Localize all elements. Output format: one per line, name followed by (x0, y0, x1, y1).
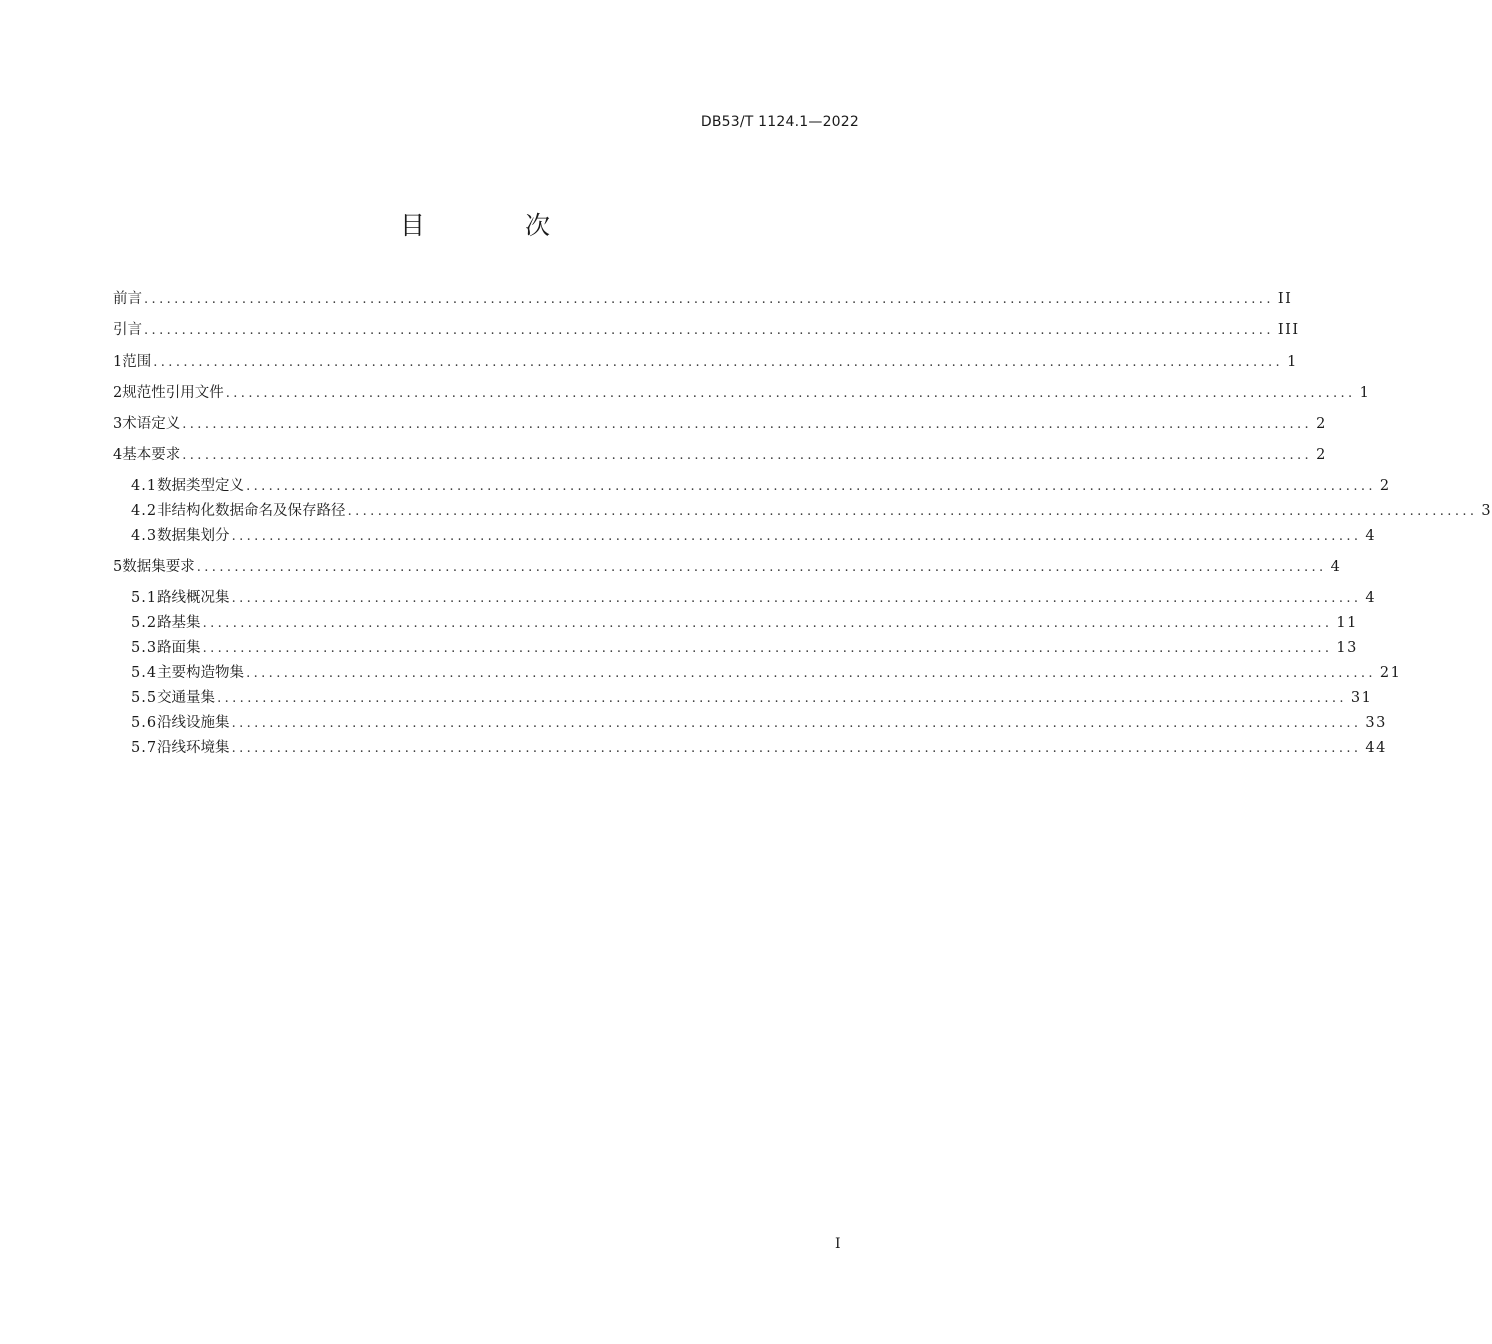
toc-entry-number: 5.4 (131, 665, 158, 681)
leader-dots: ...................................................................................................................................................... (202, 616, 1333, 631)
toc-entry-number: 4 (113, 447, 123, 463)
toc-entry-4-3[interactable] (113, 524, 1377, 548)
leader-dots: ...................................................................................................................................................... (246, 666, 1376, 681)
toc-entry-page: 1 (1359, 385, 1371, 401)
toc-entry-page: 31 (1350, 690, 1373, 706)
leader-dots: ...................................................................................................................................................... (196, 560, 1327, 575)
toc-entry-number: 2 (113, 385, 123, 401)
toc-entry-5-3[interactable] (113, 636, 1358, 660)
leader-dots: ...................................................................................................................................................... (246, 479, 1376, 494)
toc-entry-4-1[interactable] (113, 474, 1391, 498)
toc-entry-page: III (1277, 322, 1300, 338)
toc-entry-1[interactable] (113, 350, 1298, 374)
toc-entry-label: 规范性引用文件 (122, 385, 224, 401)
toc-entry-page: 11 (1336, 615, 1358, 631)
toc-entry-number: 3 (113, 416, 123, 432)
toc-entry-number: 5.3 (131, 640, 158, 656)
leader-dots: ...................................................................................................................................................... (144, 292, 1274, 307)
toc-entry-label: 非结构化数据命名及保存路径 (157, 503, 346, 519)
toc-entry-number: 5.1 (131, 590, 158, 606)
toc-entry-page: 4 (1365, 528, 1377, 544)
toc-entry-label: 数据集划分 (157, 528, 230, 544)
toc-entry-5[interactable] (113, 555, 1342, 579)
toc-entry-page: 13 (1336, 640, 1358, 656)
toc-entry-label: 路面集 (157, 640, 201, 656)
toc-entry-number: 5.7 (131, 740, 158, 756)
toc-entry-number: 4.1 (131, 478, 158, 494)
leader-dots: ...................................................................................................................................................... (182, 448, 1313, 463)
toc-entry-5-4[interactable] (113, 661, 1402, 685)
toc-entry-page: 21 (1379, 665, 1402, 681)
toc-entry-number: 4.3 (131, 528, 158, 544)
toc-entry-label: 范围 (122, 354, 152, 370)
toc-entry-4-2[interactable] (113, 499, 1492, 523)
toc-entry-5-5[interactable] (113, 686, 1373, 710)
page-number: I (835, 1236, 841, 1252)
leader-dots: ...................................................................................................................................................... (225, 386, 1356, 401)
toc-entry-5-1[interactable] (113, 586, 1377, 610)
toc-entry-label: 交通量集 (157, 690, 216, 706)
toc-entry-label: 路线概况集 (157, 590, 230, 606)
toc-entry-number: 1 (113, 354, 123, 370)
leader-dots: ...................................................................................................................................................... (202, 641, 1333, 656)
toc-entry-label: 术语定义 (122, 416, 181, 432)
toc-entry-label: 前言 (113, 291, 142, 307)
leader-dots: ...................................................................................................................................................... (231, 716, 1362, 731)
toc-entry-page: 2 (1316, 416, 1327, 432)
toc-entry-page: 1 (1287, 354, 1298, 370)
toc-entry-page: 33 (1365, 715, 1387, 731)
leader-dots: ...................................................................................................................................................... (347, 504, 1478, 519)
toc-entry-page: 3 (1481, 503, 1492, 519)
leader-dots: ...................................................................................................................................................... (153, 355, 1284, 370)
toc-entry-page: 2 (1316, 447, 1327, 463)
toc-entry-number: 4.2 (131, 503, 158, 519)
toc-entry-number: 5.2 (131, 615, 158, 631)
toc-entry-introduction[interactable] (113, 318, 1300, 342)
toc-entry-label: 路基集 (157, 615, 201, 631)
toc-entry-number: 5.5 (131, 690, 158, 706)
toc-entry-label: 引言 (113, 322, 142, 338)
document-code: DB53/T 1124.1—2022 (700, 114, 859, 130)
toc-entry-label: 数据类型定义 (157, 478, 245, 494)
toc-entry-page: 4 (1330, 559, 1342, 575)
toc-entry-5-7[interactable] (113, 736, 1387, 760)
toc-entry-label: 沿线环境集 (157, 740, 230, 756)
leader-dots: ...................................................................................................................................................... (231, 741, 1362, 756)
toc-entry-3[interactable] (113, 412, 1327, 436)
leader-dots: ...................................................................................................................................................... (182, 417, 1313, 432)
toc-entry-page: 44 (1365, 740, 1387, 756)
toc-entry-2[interactable] (113, 381, 1371, 405)
toc-entry-5-2[interactable] (113, 611, 1358, 635)
toc-entry-4[interactable] (113, 443, 1327, 467)
toc-entry-5-6[interactable] (113, 711, 1387, 735)
toc-entry-page: 4 (1365, 590, 1377, 606)
toc-entry-label: 沿线设施集 (157, 715, 230, 731)
toc-entry-label: 数据集要求 (122, 559, 195, 575)
leader-dots: ...................................................................................................................................................... (231, 529, 1362, 544)
leader-dots: ...................................................................................................................................................... (217, 691, 1347, 706)
toc-entry-number: 5 (113, 559, 123, 575)
toc-title: 目 次 (400, 211, 596, 240)
toc-entry-page: II (1277, 291, 1293, 307)
toc-entry-label: 主要构造物集 (157, 665, 245, 681)
toc-entry-preface[interactable] (113, 287, 1293, 311)
leader-dots: ...................................................................................................................................................... (144, 323, 1274, 338)
toc-entry-number: 5.6 (131, 715, 158, 731)
toc-entry-label: 基本要求 (122, 447, 181, 463)
toc-entry-page: 2 (1379, 478, 1391, 494)
leader-dots: ...................................................................................................................................................... (231, 591, 1362, 606)
